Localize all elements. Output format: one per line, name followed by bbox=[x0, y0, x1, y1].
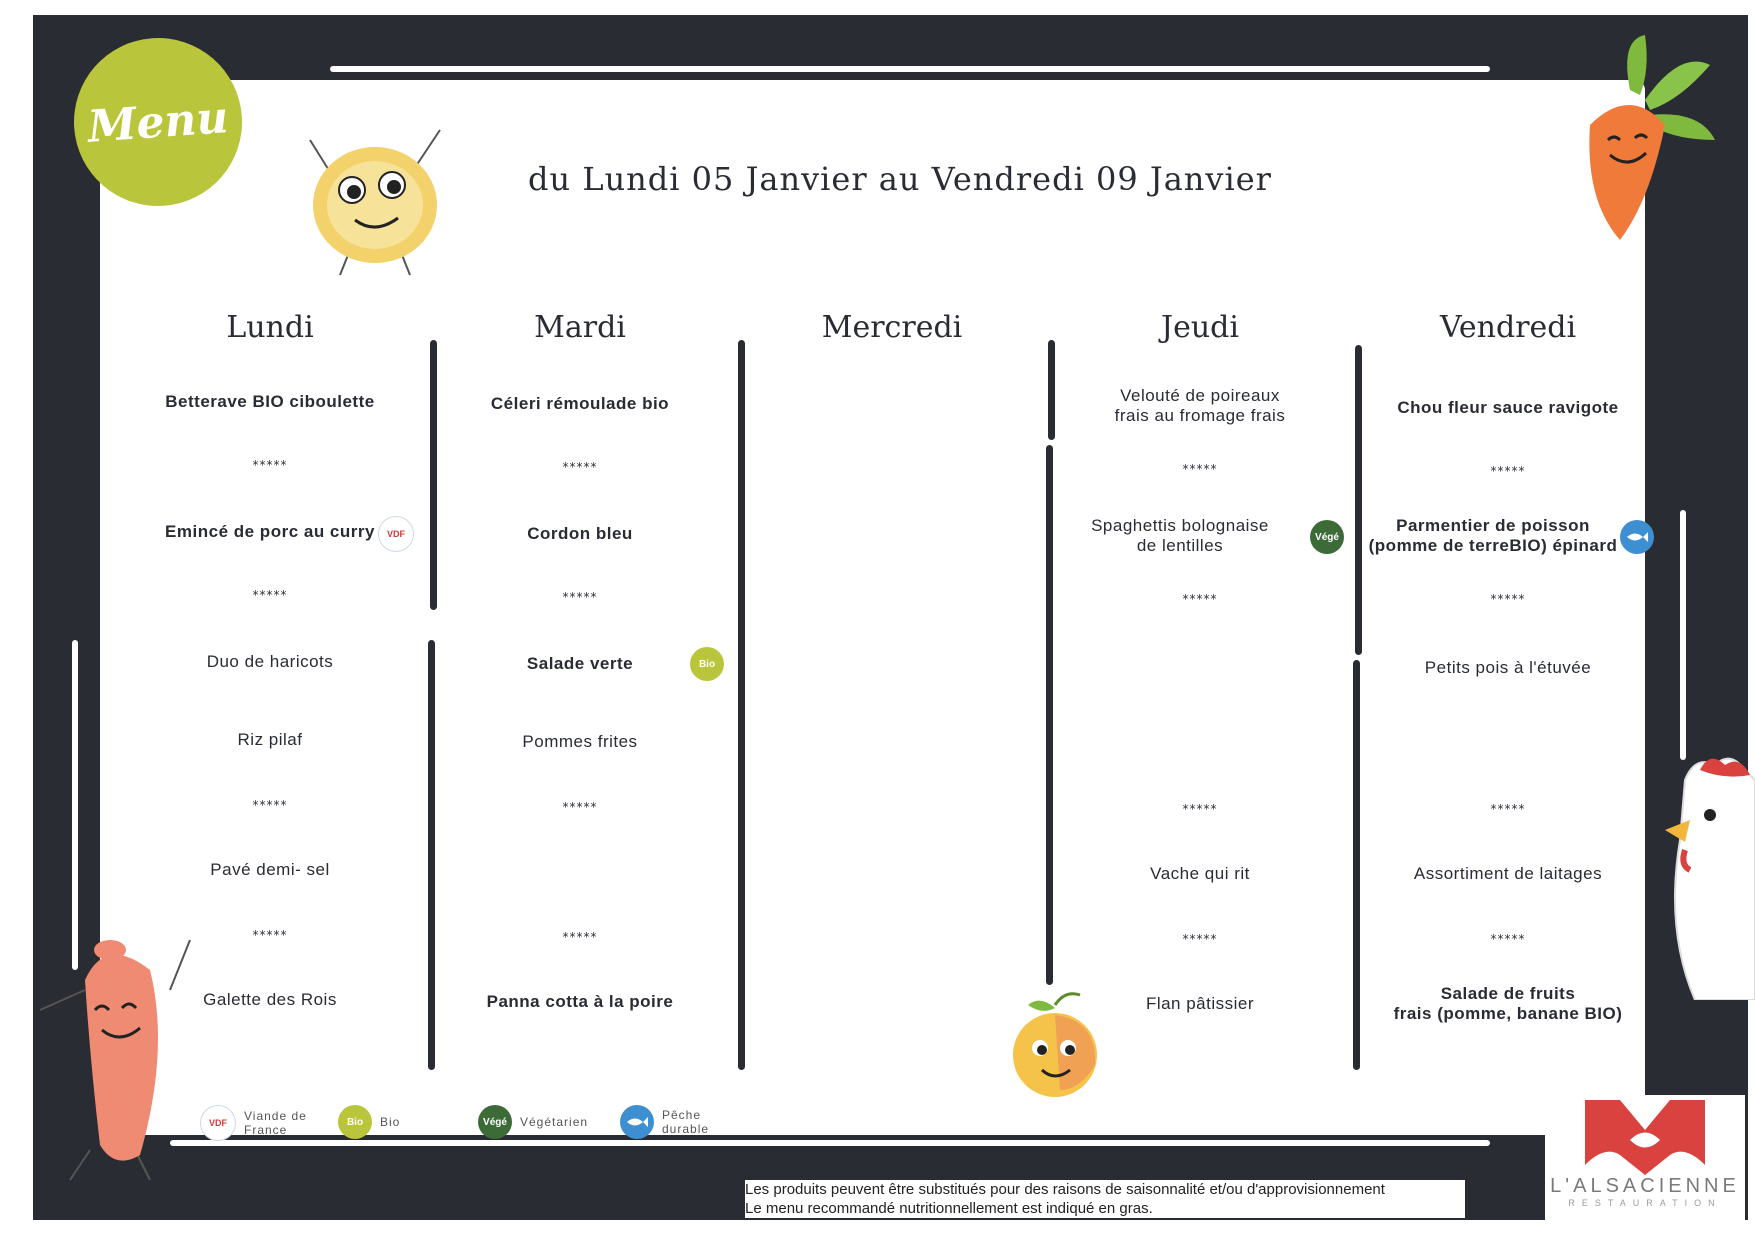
dish: Pavé demi- sel bbox=[210, 860, 330, 879]
dish: Salade verte bbox=[526, 654, 634, 673]
day-name: Mercredi bbox=[821, 310, 963, 345]
dish: Petits pois à l'étuvée bbox=[1424, 658, 1592, 677]
dish: Duo de haricots bbox=[206, 652, 334, 671]
day-name: Vendredi bbox=[1439, 310, 1577, 345]
dish: Pommes frites bbox=[522, 732, 638, 751]
separator: ***** bbox=[1182, 932, 1218, 946]
column-divider bbox=[430, 340, 437, 610]
peche-durable-icon bbox=[620, 1105, 654, 1139]
dish-line: Velouté de poireaux frais au fromage frais bbox=[1114, 386, 1286, 425]
legend-label: Bio bbox=[380, 1115, 401, 1129]
column-divider bbox=[738, 340, 745, 1070]
alsacienne-logo-icon bbox=[1575, 1095, 1715, 1175]
page-title: du Lundi 05 Janvier au Vendredi 09 Janvier bbox=[528, 160, 1272, 198]
legend-label: Végétarien bbox=[520, 1115, 589, 1129]
dish: Betterave BIO ciboulette bbox=[165, 392, 375, 411]
legend-bio bbox=[338, 1105, 400, 1139]
vegetarien-icon: Végé bbox=[478, 1105, 512, 1139]
dish: Cordon bleu bbox=[527, 524, 633, 543]
dish: Céleri rémoulade bio bbox=[490, 394, 670, 413]
legend-label: Pêche durable bbox=[662, 1108, 710, 1136]
separator: ***** bbox=[1182, 462, 1218, 476]
footer-line: Les produits peuvent être substitués pour des raisons de saisonnalité et/ou d'approvisionnement bbox=[745, 1181, 1385, 1198]
legend-viande-de-france bbox=[200, 1105, 307, 1141]
pasta-mascot-icon bbox=[290, 120, 460, 280]
separator: ***** bbox=[1182, 802, 1218, 816]
separator: ***** bbox=[1490, 592, 1526, 606]
day-name: Jeudi bbox=[1161, 310, 1239, 345]
vegetarien-badge-icon: Végé bbox=[1310, 520, 1344, 554]
dish bbox=[1050, 386, 1350, 426]
dish: Flan pâtissier bbox=[1145, 994, 1255, 1013]
carrot-mascot-icon bbox=[1550, 30, 1720, 260]
menu-badge: Menu bbox=[68, 32, 247, 211]
bio-icon: Bio bbox=[338, 1105, 372, 1139]
dish-line: Spaghettis bolognaise de lentilles bbox=[1091, 516, 1269, 555]
separator: ***** bbox=[1490, 932, 1526, 946]
footer-notes bbox=[745, 1180, 1465, 1218]
legend-vegetarien bbox=[478, 1105, 588, 1139]
separator: ***** bbox=[1182, 592, 1218, 606]
dish: Riz pilaf bbox=[237, 730, 303, 749]
dish: Panna cotta à la poire bbox=[486, 992, 674, 1011]
separator: ***** bbox=[1490, 464, 1526, 478]
chalk-stroke-bottom bbox=[170, 1140, 1490, 1146]
separator: ***** bbox=[252, 928, 288, 942]
dish bbox=[1358, 984, 1658, 1024]
day-name: Lundi bbox=[226, 310, 314, 345]
separator: ***** bbox=[562, 460, 598, 474]
dish bbox=[1343, 516, 1643, 556]
separator: ***** bbox=[252, 458, 288, 472]
sausage-mascot-icon bbox=[30, 930, 200, 1200]
footer-line: Le menu recommandé nutritionnellement est indiqué en gras. bbox=[745, 1200, 1153, 1217]
dish: Emincé de porc au curry bbox=[165, 522, 375, 541]
chalk-stroke-left bbox=[72, 640, 78, 970]
separator: ***** bbox=[562, 800, 598, 814]
viande-de-france-badge-icon: VDF bbox=[378, 516, 414, 552]
peche-durable-badge-icon bbox=[1620, 520, 1654, 554]
logo-subtitle: RESTAURATION bbox=[1568, 1198, 1722, 1208]
dish: Chou fleur sauce ravigote bbox=[1397, 398, 1619, 417]
separator: ***** bbox=[252, 798, 288, 812]
separator: ***** bbox=[562, 590, 598, 604]
legend-peche-durable bbox=[620, 1105, 709, 1139]
chalk-stroke-top bbox=[330, 66, 1490, 72]
legend-label: Viande de France bbox=[244, 1109, 307, 1137]
chicken-mascot-icon bbox=[1655, 750, 1755, 1000]
separator: ***** bbox=[1490, 802, 1526, 816]
chalk-stroke-right bbox=[1680, 510, 1686, 760]
dish: Assortiment de laitages bbox=[1413, 864, 1603, 883]
dish: Galette des Rois bbox=[203, 990, 337, 1009]
alsacienne-logo bbox=[1545, 1095, 1745, 1235]
dish-line: Parmentier de poisson (pomme de terreBIO) épinard bbox=[1368, 516, 1618, 555]
dish bbox=[1030, 516, 1330, 556]
separator: ***** bbox=[562, 930, 598, 944]
dish-line: Salade de fruits frais (pomme, banane BIO) bbox=[1393, 984, 1623, 1023]
separator: ***** bbox=[252, 588, 288, 602]
viande-de-france-icon: VDF bbox=[200, 1105, 236, 1141]
column-divider bbox=[1355, 345, 1362, 655]
dish: Vache qui rit bbox=[1150, 864, 1250, 883]
day-name: Mardi bbox=[534, 310, 626, 345]
bio-badge-icon: Bio bbox=[690, 647, 724, 681]
logo-name: L'ALSACIENNE bbox=[1550, 1175, 1740, 1197]
